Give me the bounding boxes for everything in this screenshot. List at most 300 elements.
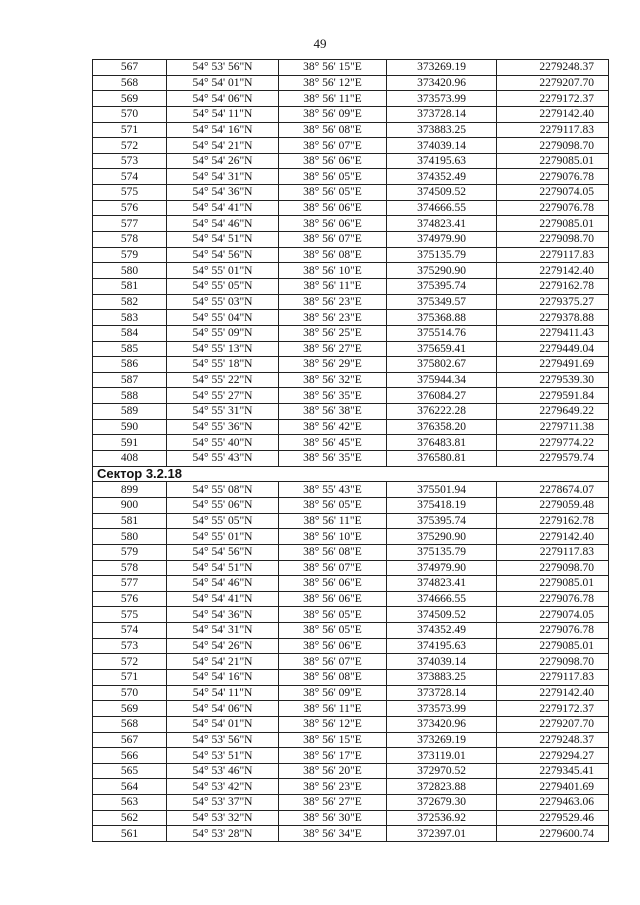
x-coordinate-cell: 374195.63 (387, 153, 497, 169)
point-number-cell: 577 (93, 576, 167, 592)
x-coordinate-cell: 375659.41 (387, 341, 497, 357)
table-row (93, 60, 609, 76)
y-coordinate-cell: 2279098.70 (497, 138, 609, 154)
y-coordinate-cell: 2279098.70 (497, 232, 609, 248)
x-coordinate-cell: 373728.14 (387, 106, 497, 122)
longitude-cell: 38° 56' 08"E (279, 669, 387, 685)
y-coordinate-cell: 2279098.70 (497, 560, 609, 576)
longitude-cell: 38° 56' 06"E (279, 591, 387, 607)
x-coordinate-cell: 373573.99 (387, 91, 497, 107)
table-row (93, 560, 609, 576)
longitude-cell: 38° 56' 30"E (279, 810, 387, 826)
y-coordinate-cell: 2279162.78 (497, 278, 609, 294)
latitude-cell: 54° 54' 06"N (167, 91, 279, 107)
x-coordinate-cell: 374979.90 (387, 232, 497, 248)
table-row (93, 169, 609, 185)
table-row (93, 748, 609, 764)
point-number-cell: 570 (93, 685, 167, 701)
longitude-cell: 38° 56' 10"E (279, 529, 387, 545)
longitude-cell: 38° 56' 15"E (279, 732, 387, 748)
y-coordinate-cell: 2279074.05 (497, 607, 609, 623)
point-number-cell: 579 (93, 544, 167, 560)
latitude-cell: 54° 53' 42"N (167, 779, 279, 795)
latitude-cell: 54° 55' 01"N (167, 529, 279, 545)
latitude-cell: 54° 54' 31"N (167, 169, 279, 185)
point-number-cell: 571 (93, 669, 167, 685)
longitude-cell: 38° 56' 29"E (279, 357, 387, 373)
y-coordinate-cell: 2279142.40 (497, 685, 609, 701)
point-number-cell: 574 (93, 169, 167, 185)
latitude-cell: 54° 55' 31"N (167, 404, 279, 420)
point-number-cell: 578 (93, 560, 167, 576)
x-coordinate-cell: 374509.52 (387, 185, 497, 201)
y-coordinate-cell: 2278674.07 (497, 482, 609, 498)
latitude-cell: 54° 54' 26"N (167, 153, 279, 169)
longitude-cell: 38° 56' 07"E (279, 560, 387, 576)
point-number-cell: 582 (93, 294, 167, 310)
x-coordinate-cell: 372536.92 (387, 810, 497, 826)
x-coordinate-cell: 373420.96 (387, 716, 497, 732)
y-coordinate-cell: 2279207.70 (497, 75, 609, 91)
longitude-cell: 38° 56' 12"E (279, 75, 387, 91)
x-coordinate-cell: 375368.88 (387, 310, 497, 326)
coordinates-table-body (93, 60, 609, 842)
table-row (93, 654, 609, 670)
latitude-cell: 54° 55' 09"N (167, 325, 279, 341)
latitude-cell: 54° 55' 05"N (167, 513, 279, 529)
latitude-cell: 54° 54' 36"N (167, 607, 279, 623)
longitude-cell: 38° 56' 25"E (279, 325, 387, 341)
point-number-cell: 573 (93, 638, 167, 654)
longitude-cell: 38° 56' 23"E (279, 310, 387, 326)
table-row (93, 325, 609, 341)
y-coordinate-cell: 2279074.05 (497, 185, 609, 201)
y-coordinate-cell: 2279142.40 (497, 106, 609, 122)
latitude-cell: 54° 55' 43"N (167, 451, 279, 467)
y-coordinate-cell: 2279600.74 (497, 826, 609, 842)
x-coordinate-cell: 373269.19 (387, 732, 497, 748)
longitude-cell: 38° 56' 11"E (279, 278, 387, 294)
table-row (93, 185, 609, 201)
latitude-cell: 54° 54' 11"N (167, 106, 279, 122)
x-coordinate-cell: 373420.96 (387, 75, 497, 91)
table-row (93, 153, 609, 169)
y-coordinate-cell: 2279085.01 (497, 153, 609, 169)
x-coordinate-cell: 376358.20 (387, 419, 497, 435)
longitude-cell: 38° 56' 17"E (279, 748, 387, 764)
point-number-cell: 569 (93, 91, 167, 107)
point-number-cell: 585 (93, 341, 167, 357)
longitude-cell: 38° 56' 08"E (279, 122, 387, 138)
x-coordinate-cell: 375135.79 (387, 247, 497, 263)
y-coordinate-cell: 2279774.22 (497, 435, 609, 451)
y-coordinate-cell: 2279294.27 (497, 748, 609, 764)
latitude-cell: 54° 54' 01"N (167, 716, 279, 732)
y-coordinate-cell: 2279207.70 (497, 716, 609, 732)
latitude-cell: 54° 55' 18"N (167, 357, 279, 373)
longitude-cell: 38° 56' 06"E (279, 576, 387, 592)
table-row (93, 138, 609, 154)
point-number-cell: 589 (93, 404, 167, 420)
latitude-cell: 54° 55' 06"N (167, 497, 279, 513)
latitude-cell: 54° 53' 56"N (167, 60, 279, 76)
y-coordinate-cell: 2279649.22 (497, 404, 609, 420)
x-coordinate-cell: 375290.90 (387, 529, 497, 545)
table-row (93, 419, 609, 435)
point-number-cell: 568 (93, 75, 167, 91)
table-row (93, 91, 609, 107)
longitude-cell: 38° 56' 08"E (279, 247, 387, 263)
latitude-cell: 54° 54' 31"N (167, 623, 279, 639)
table-row (93, 623, 609, 639)
table-row (93, 294, 609, 310)
table-row (93, 122, 609, 138)
point-number-cell: 567 (93, 60, 167, 76)
point-number-cell: 587 (93, 372, 167, 388)
longitude-cell: 38° 56' 07"E (279, 654, 387, 670)
y-coordinate-cell: 2279142.40 (497, 263, 609, 279)
point-number-cell: 576 (93, 591, 167, 607)
x-coordinate-cell: 375802.67 (387, 357, 497, 373)
point-number-cell: 569 (93, 701, 167, 717)
x-coordinate-cell: 375290.90 (387, 263, 497, 279)
table-row (93, 669, 609, 685)
y-coordinate-cell: 2279491.69 (497, 357, 609, 373)
x-coordinate-cell: 372970.52 (387, 763, 497, 779)
longitude-cell: 38° 56' 11"E (279, 513, 387, 529)
table-row (93, 763, 609, 779)
y-coordinate-cell: 2279117.83 (497, 247, 609, 263)
table-row (93, 75, 609, 91)
table-row (93, 638, 609, 654)
x-coordinate-cell: 374666.55 (387, 200, 497, 216)
latitude-cell: 54° 53' 37"N (167, 795, 279, 811)
point-number-cell: 572 (93, 654, 167, 670)
y-coordinate-cell: 2279076.78 (497, 591, 609, 607)
y-coordinate-cell: 2279711.38 (497, 419, 609, 435)
latitude-cell: 54° 53' 28"N (167, 826, 279, 842)
x-coordinate-cell: 374352.49 (387, 623, 497, 639)
longitude-cell: 38° 56' 06"E (279, 216, 387, 232)
table-row (93, 701, 609, 717)
latitude-cell: 54° 54' 46"N (167, 216, 279, 232)
table-row (93, 482, 609, 498)
point-number-cell: 573 (93, 153, 167, 169)
latitude-cell: 54° 55' 01"N (167, 263, 279, 279)
page-number: 49 (313, 36, 327, 51)
x-coordinate-cell: 376222.28 (387, 404, 497, 420)
table-row (93, 779, 609, 795)
y-coordinate-cell: 2279172.37 (497, 701, 609, 717)
y-coordinate-cell: 2279117.83 (497, 544, 609, 560)
latitude-cell: 54° 54' 16"N (167, 122, 279, 138)
point-number-cell: 567 (93, 732, 167, 748)
point-number-cell: 581 (93, 513, 167, 529)
table-row (93, 310, 609, 326)
x-coordinate-cell: 374979.90 (387, 560, 497, 576)
point-number-cell: 566 (93, 748, 167, 764)
y-coordinate-cell: 2279117.83 (497, 669, 609, 685)
longitude-cell: 38° 56' 15"E (279, 60, 387, 76)
x-coordinate-cell: 375944.34 (387, 372, 497, 388)
point-number-cell: 580 (93, 263, 167, 279)
x-coordinate-cell: 373728.14 (387, 685, 497, 701)
table-row (93, 216, 609, 232)
latitude-cell: 54° 54' 51"N (167, 560, 279, 576)
y-coordinate-cell: 2279248.37 (497, 732, 609, 748)
table-row (93, 685, 609, 701)
latitude-cell: 54° 54' 56"N (167, 247, 279, 263)
y-coordinate-cell: 2279463.06 (497, 795, 609, 811)
latitude-cell: 54° 54' 41"N (167, 591, 279, 607)
x-coordinate-cell: 374352.49 (387, 169, 497, 185)
y-coordinate-cell: 2279539.30 (497, 372, 609, 388)
x-coordinate-cell: 373269.19 (387, 60, 497, 76)
longitude-cell: 38° 55' 43"E (279, 482, 387, 498)
latitude-cell: 54° 53' 46"N (167, 763, 279, 779)
x-coordinate-cell: 373573.99 (387, 701, 497, 717)
latitude-cell: 54° 54' 51"N (167, 232, 279, 248)
y-coordinate-cell: 2279449.04 (497, 341, 609, 357)
point-number-cell: 575 (93, 607, 167, 623)
y-coordinate-cell: 2279401.69 (497, 779, 609, 795)
x-coordinate-cell: 374509.52 (387, 607, 497, 623)
x-coordinate-cell: 374823.41 (387, 576, 497, 592)
section-header-row (93, 466, 609, 482)
y-coordinate-cell: 2279117.83 (497, 122, 609, 138)
y-coordinate-cell: 2279085.01 (497, 638, 609, 654)
table-row (93, 388, 609, 404)
section-title: Сектор 3.2.18 (93, 466, 609, 482)
latitude-cell: 54° 54' 36"N (167, 185, 279, 201)
table-row (93, 826, 609, 842)
point-number-cell: 564 (93, 779, 167, 795)
table-row (93, 106, 609, 122)
point-number-cell: 576 (93, 200, 167, 216)
y-coordinate-cell: 2279529.46 (497, 810, 609, 826)
y-coordinate-cell: 2279085.01 (497, 216, 609, 232)
point-number-cell: 574 (93, 623, 167, 639)
x-coordinate-cell: 376084.27 (387, 388, 497, 404)
x-coordinate-cell: 376580.81 (387, 451, 497, 467)
table-row (93, 732, 609, 748)
y-coordinate-cell: 2279411.43 (497, 325, 609, 341)
longitude-cell: 38° 56' 06"E (279, 153, 387, 169)
point-number-cell: 591 (93, 435, 167, 451)
latitude-cell: 54° 53' 56"N (167, 732, 279, 748)
table-row (93, 529, 609, 545)
longitude-cell: 38° 56' 05"E (279, 169, 387, 185)
point-number-cell: 579 (93, 247, 167, 263)
point-number-cell: 581 (93, 278, 167, 294)
point-number-cell: 590 (93, 419, 167, 435)
latitude-cell: 54° 54' 16"N (167, 669, 279, 685)
y-coordinate-cell: 2279248.37 (497, 60, 609, 76)
table-row (93, 357, 609, 373)
latitude-cell: 54° 55' 13"N (167, 341, 279, 357)
table-row (93, 497, 609, 513)
table-row (93, 576, 609, 592)
x-coordinate-cell: 373883.25 (387, 669, 497, 685)
longitude-cell: 38° 56' 42"E (279, 419, 387, 435)
y-coordinate-cell: 2279591.84 (497, 388, 609, 404)
point-number-cell: 583 (93, 310, 167, 326)
latitude-cell: 54° 54' 21"N (167, 654, 279, 670)
y-coordinate-cell: 2279345.41 (497, 763, 609, 779)
longitude-cell: 38° 56' 11"E (279, 91, 387, 107)
point-number-cell: 580 (93, 529, 167, 545)
y-coordinate-cell: 2279076.78 (497, 623, 609, 639)
table-row (93, 795, 609, 811)
table-row (93, 200, 609, 216)
y-coordinate-cell: 2279098.70 (497, 654, 609, 670)
point-number-cell: 588 (93, 388, 167, 404)
point-number-cell: 572 (93, 138, 167, 154)
latitude-cell: 54° 55' 03"N (167, 294, 279, 310)
x-coordinate-cell: 372823.88 (387, 779, 497, 795)
x-coordinate-cell: 375514.76 (387, 325, 497, 341)
x-coordinate-cell: 373883.25 (387, 122, 497, 138)
longitude-cell: 38° 56' 05"E (279, 607, 387, 623)
x-coordinate-cell: 375395.74 (387, 513, 497, 529)
x-coordinate-cell: 373119.01 (387, 748, 497, 764)
longitude-cell: 38° 56' 45"E (279, 435, 387, 451)
y-coordinate-cell: 2279162.78 (497, 513, 609, 529)
table-row (93, 544, 609, 560)
x-coordinate-cell: 374195.63 (387, 638, 497, 654)
coordinates-table (92, 59, 609, 842)
table-row (93, 247, 609, 263)
x-coordinate-cell: 374823.41 (387, 216, 497, 232)
point-number-cell: 408 (93, 451, 167, 467)
longitude-cell: 38° 56' 09"E (279, 685, 387, 701)
point-number-cell: 568 (93, 716, 167, 732)
table-row (93, 232, 609, 248)
latitude-cell: 54° 55' 08"N (167, 482, 279, 498)
x-coordinate-cell: 375349.57 (387, 294, 497, 310)
latitude-cell: 54° 54' 41"N (167, 200, 279, 216)
y-coordinate-cell: 2279059.48 (497, 497, 609, 513)
y-coordinate-cell: 2279375.27 (497, 294, 609, 310)
longitude-cell: 38° 56' 06"E (279, 200, 387, 216)
latitude-cell: 54° 54' 01"N (167, 75, 279, 91)
table-row (93, 591, 609, 607)
x-coordinate-cell: 372397.01 (387, 826, 497, 842)
longitude-cell: 38° 56' 23"E (279, 294, 387, 310)
point-number-cell: 565 (93, 763, 167, 779)
latitude-cell: 54° 55' 05"N (167, 278, 279, 294)
longitude-cell: 38° 56' 09"E (279, 106, 387, 122)
longitude-cell: 38° 56' 27"E (279, 341, 387, 357)
latitude-cell: 54° 54' 21"N (167, 138, 279, 154)
longitude-cell: 38° 56' 11"E (279, 701, 387, 717)
table-row (93, 404, 609, 420)
point-number-cell: 570 (93, 106, 167, 122)
x-coordinate-cell: 375501.94 (387, 482, 497, 498)
latitude-cell: 54° 54' 11"N (167, 685, 279, 701)
y-coordinate-cell: 2279172.37 (497, 91, 609, 107)
latitude-cell: 54° 54' 26"N (167, 638, 279, 654)
longitude-cell: 38° 56' 07"E (279, 138, 387, 154)
longitude-cell: 38° 56' 05"E (279, 623, 387, 639)
longitude-cell: 38° 56' 27"E (279, 795, 387, 811)
latitude-cell: 54° 55' 04"N (167, 310, 279, 326)
point-number-cell: 562 (93, 810, 167, 826)
x-coordinate-cell: 376483.81 (387, 435, 497, 451)
longitude-cell: 38° 56' 38"E (279, 404, 387, 420)
longitude-cell: 38° 56' 06"E (279, 638, 387, 654)
longitude-cell: 38° 56' 35"E (279, 388, 387, 404)
latitude-cell: 54° 55' 36"N (167, 419, 279, 435)
point-number-cell: 571 (93, 122, 167, 138)
longitude-cell: 38° 56' 35"E (279, 451, 387, 467)
table-row (93, 810, 609, 826)
x-coordinate-cell: 374039.14 (387, 138, 497, 154)
longitude-cell: 38° 56' 10"E (279, 263, 387, 279)
table-row (93, 263, 609, 279)
table-row (93, 716, 609, 732)
latitude-cell: 54° 54' 46"N (167, 576, 279, 592)
point-number-cell: 900 (93, 497, 167, 513)
table-row (93, 372, 609, 388)
longitude-cell: 38° 56' 05"E (279, 185, 387, 201)
longitude-cell: 38° 56' 05"E (279, 497, 387, 513)
table-row (93, 341, 609, 357)
y-coordinate-cell: 2279378.88 (497, 310, 609, 326)
table-row (93, 451, 609, 467)
point-number-cell: 586 (93, 357, 167, 373)
latitude-cell: 54° 53' 51"N (167, 748, 279, 764)
longitude-cell: 38° 56' 23"E (279, 779, 387, 795)
table-row (93, 278, 609, 294)
table-row (93, 607, 609, 623)
x-coordinate-cell: 374039.14 (387, 654, 497, 670)
longitude-cell: 38° 56' 32"E (279, 372, 387, 388)
coordinates-table-container (92, 59, 608, 842)
y-coordinate-cell: 2279076.78 (497, 200, 609, 216)
point-number-cell: 561 (93, 826, 167, 842)
longitude-cell: 38° 56' 34"E (279, 826, 387, 842)
table-row (93, 435, 609, 451)
x-coordinate-cell: 374666.55 (387, 591, 497, 607)
x-coordinate-cell: 372679.30 (387, 795, 497, 811)
y-coordinate-cell: 2279076.78 (497, 169, 609, 185)
point-number-cell: 584 (93, 325, 167, 341)
point-number-cell: 899 (93, 482, 167, 498)
latitude-cell: 54° 55' 27"N (167, 388, 279, 404)
y-coordinate-cell: 2279085.01 (497, 576, 609, 592)
y-coordinate-cell: 2279579.74 (497, 451, 609, 467)
longitude-cell: 38° 56' 20"E (279, 763, 387, 779)
latitude-cell: 54° 55' 22"N (167, 372, 279, 388)
point-number-cell: 577 (93, 216, 167, 232)
point-number-cell: 578 (93, 232, 167, 248)
x-coordinate-cell: 375395.74 (387, 278, 497, 294)
longitude-cell: 38° 56' 12"E (279, 716, 387, 732)
latitude-cell: 54° 54' 56"N (167, 544, 279, 560)
longitude-cell: 38° 56' 07"E (279, 232, 387, 248)
y-coordinate-cell: 2279142.40 (497, 529, 609, 545)
latitude-cell: 54° 53' 32"N (167, 810, 279, 826)
longitude-cell: 38° 56' 08"E (279, 544, 387, 560)
point-number-cell: 575 (93, 185, 167, 201)
table-row (93, 513, 609, 529)
latitude-cell: 54° 55' 40"N (167, 435, 279, 451)
x-coordinate-cell: 375418.19 (387, 497, 497, 513)
x-coordinate-cell: 375135.79 (387, 544, 497, 560)
point-number-cell: 563 (93, 795, 167, 811)
latitude-cell: 54° 54' 06"N (167, 701, 279, 717)
